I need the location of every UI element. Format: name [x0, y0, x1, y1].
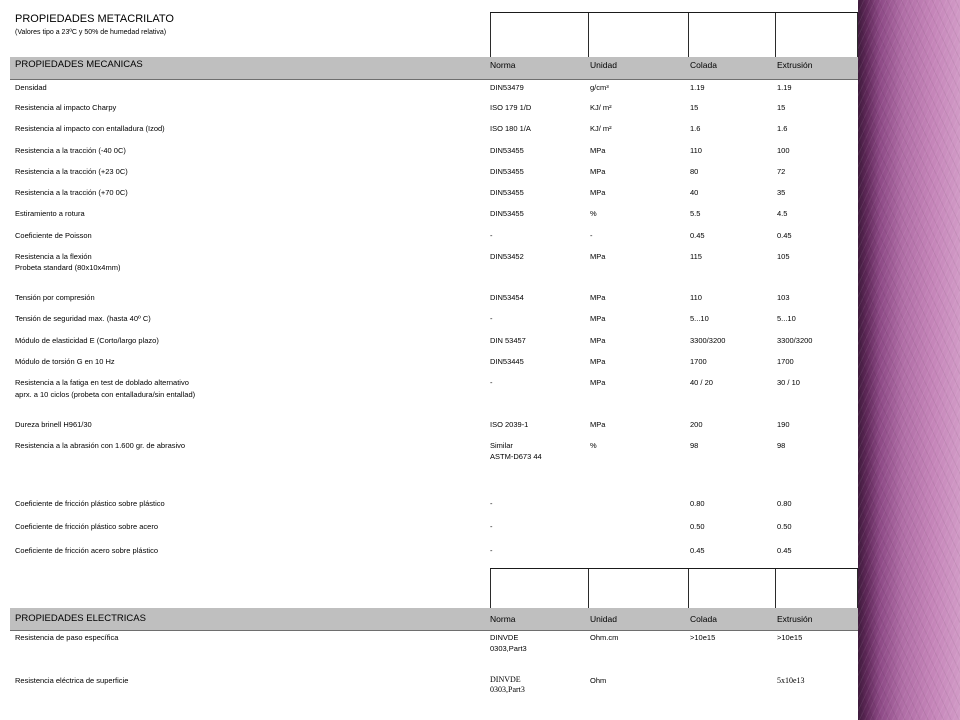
property-name: Coeficiente de Poisson — [15, 231, 92, 240]
section-header-mechanical — [10, 57, 858, 80]
page-subtitle: (Valores tipo a 23ºC y 50% de humedad relativa) — [15, 29, 167, 36]
colada-value: 110 — [690, 293, 702, 302]
column-header-unidad: Unidad — [590, 60, 617, 70]
cell-divider — [775, 569, 776, 609]
column-header-colada: Colada — [690, 614, 717, 624]
column-header-unidad: Unidad — [590, 614, 617, 624]
extrusion-value: 4.5 — [777, 209, 788, 218]
column-header-norma: Norma — [490, 60, 516, 70]
unit-value: KJ/ m² — [590, 103, 612, 112]
norma-value: - — [490, 522, 493, 531]
table-row — [0, 632, 858, 656]
extrusion-value: 100 — [777, 146, 790, 155]
cell-divider — [588, 13, 589, 58]
norma-line: DINVDE — [490, 675, 521, 684]
extrusion-value: >10e15 — [777, 633, 803, 642]
extrusion-value: 190 — [777, 420, 790, 429]
norma-value — [490, 675, 525, 695]
norma-value: DIN53445 — [490, 357, 524, 366]
norma-line: Similar — [490, 441, 513, 450]
extrusion-value: 30 / 10 — [777, 378, 800, 387]
norma-value — [490, 440, 542, 462]
unit-value: MPa — [590, 378, 606, 387]
colada-value: 1.6 — [690, 124, 701, 133]
cell-divider — [775, 13, 776, 58]
norma-value: DIN53454 — [490, 293, 524, 302]
colada-value: 1.19 — [690, 83, 705, 92]
unit-value: MPa — [590, 314, 606, 323]
property-line: Resistencia a la fatiga en test de doblado alternativo — [15, 378, 189, 387]
colada-value: 0.45 — [690, 231, 705, 240]
table-row — [0, 498, 858, 522]
property-note: Probeta standard (80x10x4mm) — [15, 263, 121, 272]
table-row — [0, 123, 858, 147]
property-name: Resistencia de paso específica — [15, 633, 119, 642]
property-name: Resistencia al impacto Charpy — [15, 103, 117, 112]
property-line: Resistencia a la flexión — [15, 252, 92, 261]
norma-value: DIN53455 — [490, 188, 524, 197]
table-row — [0, 208, 858, 232]
extrusion-value: 0.50 — [777, 522, 792, 531]
unit-value: MPa — [590, 146, 606, 155]
norma-value: - — [490, 546, 493, 555]
norma-line: ASTM-D673 44 — [490, 452, 542, 461]
norma-line: 0303,Part3 — [490, 685, 525, 694]
unit-value: % — [590, 209, 597, 218]
cell-divider — [688, 569, 689, 609]
extrusion-value: 72 — [777, 167, 786, 176]
section-title: PROPIEDADES MECANICAS — [15, 59, 143, 70]
table-row — [0, 313, 858, 337]
colada-value: 200 — [690, 420, 703, 429]
property-name: Dureza brinell H961/30 — [15, 420, 92, 429]
table-row — [0, 545, 858, 569]
property-name: Tensión por compresión — [15, 293, 95, 302]
property-name: Módulo de torsión G en 10 Hz — [15, 357, 115, 366]
column-header-norma: Norma — [490, 614, 516, 624]
norma-value: ISO 2039-1 — [490, 420, 529, 429]
norma-value: ISO 180 1/A — [490, 124, 531, 133]
decorative-side-band — [858, 0, 960, 720]
unit-value: MPa — [590, 293, 606, 302]
unit-value: g/cm³ — [590, 83, 609, 92]
column-header-colada: Colada — [690, 60, 717, 70]
norma-value: - — [490, 378, 493, 387]
cell-divider — [490, 13, 491, 58]
norma-value: DIN53455 — [490, 209, 524, 218]
column-header-extrusion: Extrusión — [777, 60, 813, 70]
colada-value: 1700 — [690, 357, 707, 366]
table-row — [0, 675, 858, 699]
norma-value: DIN53455 — [490, 146, 524, 155]
extrusion-value: 0.45 — [777, 546, 792, 555]
unit-value: KJ/ m² — [590, 124, 612, 133]
colada-value: 80 — [690, 167, 699, 176]
colada-value: >10e15 — [690, 633, 716, 642]
section-header-electrical — [10, 608, 858, 631]
extrusion-value: 98 — [777, 441, 786, 450]
extrusion-value: 15 — [777, 103, 786, 112]
extrusion-value: 103 — [777, 293, 790, 302]
extrusion-value: 35 — [777, 188, 786, 197]
cell-divider — [688, 13, 689, 58]
colada-value: 0.45 — [690, 546, 705, 555]
norma-value: DIN 53457 — [490, 336, 526, 345]
table-row — [0, 521, 858, 545]
table-row — [0, 377, 858, 401]
property-name: Densidad — [15, 83, 47, 92]
norma-value: ISO 179 1/D — [490, 103, 532, 112]
unit-value: MPa — [590, 167, 606, 176]
table-row — [0, 440, 858, 464]
extrusion-value: 0.80 — [777, 499, 792, 508]
colada-value: 15 — [690, 103, 699, 112]
property-note: aprx. a 10 ciclos (probeta con entalladura/sin entallad) — [15, 390, 196, 399]
unit-value: MPa — [590, 252, 606, 261]
property-name: Tensión de seguridad max. (hasta 40º C) — [15, 314, 151, 323]
extrusion-value: 1.19 — [777, 83, 792, 92]
property-name: Resistencia a la tracción (+23 0C) — [15, 167, 128, 176]
property-name: Resistencia a la abrasión con 1.600 gr. de abrasivo — [15, 441, 186, 450]
unit-value: % — [590, 441, 597, 450]
table-row — [0, 251, 858, 275]
norma-value: DIN53452 — [490, 252, 524, 261]
norma-value: - — [490, 231, 493, 240]
unit-value: Ohm — [590, 676, 607, 685]
unit-value: MPa — [590, 357, 606, 366]
cell-divider — [490, 569, 491, 609]
extrusion-value: 5...10 — [777, 314, 796, 323]
colada-value: 115 — [690, 252, 702, 261]
property-name: Módulo de elasticidad E (Corto/largo plazo) — [15, 336, 159, 345]
extrusion-value: 105 — [777, 252, 790, 261]
empty-header-cells — [490, 568, 858, 609]
colada-value: 5...10 — [690, 314, 709, 323]
cell-divider — [588, 569, 589, 609]
extrusion-value: 1700 — [777, 357, 794, 366]
colada-value: 40 / 20 — [690, 378, 713, 387]
unit-value: Ohm.cm — [590, 633, 619, 642]
colada-value: 0.50 — [690, 522, 705, 531]
norma-value: - — [490, 314, 493, 323]
property-name: Estiramiento a rotura — [15, 209, 85, 218]
property-name — [15, 377, 195, 400]
extrusion-value: 3300/3200 — [777, 336, 813, 345]
property-name: Resistencia a la tracción (+70 0C) — [15, 188, 128, 197]
column-header-extrusion: Extrusión — [777, 614, 813, 624]
colada-value: 0.80 — [690, 499, 705, 508]
unit-value: - — [590, 231, 593, 240]
property-name: Coeficiente de fricción acero sobre plástico — [15, 546, 158, 555]
norma-value: - — [490, 499, 493, 508]
norma-line: 0303,Part3 — [490, 644, 527, 653]
unit-value: MPa — [590, 420, 606, 429]
colada-value: 40 — [690, 188, 699, 197]
norma-value: DIN53479 — [490, 83, 524, 92]
extrusion-value: 1.6 — [777, 124, 788, 133]
property-name: Coeficiente de fricción plástico sobre acero — [15, 522, 158, 531]
property-name: Resistencia al impacto con entalladura (Izod) — [15, 124, 165, 133]
norma-line: DINVDE — [490, 633, 519, 642]
norma-value: DIN53455 — [490, 167, 524, 176]
property-name: Coeficiente de fricción plástico sobre plástico — [15, 499, 165, 508]
property-name: Resistencia a la tracción (-40 0C) — [15, 146, 126, 155]
empty-header-cells — [490, 12, 858, 58]
colada-value: 5.5 — [690, 209, 701, 218]
colada-value: 98 — [690, 441, 699, 450]
section-title: PROPIEDADES ELECTRICAS — [15, 613, 146, 624]
extrusion-value: 5x10e13 — [777, 676, 805, 685]
property-name: Resistencia eléctrica de superficie — [15, 676, 129, 685]
norma-value — [490, 632, 527, 654]
property-name — [15, 251, 120, 273]
colada-value: 3300/3200 — [690, 336, 726, 345]
unit-value: MPa — [590, 188, 606, 197]
colada-value: 110 — [690, 146, 702, 155]
page-title: PROPIEDADES METACRILATO — [15, 13, 174, 25]
extrusion-value: 0.45 — [777, 231, 792, 240]
unit-value: MPa — [590, 336, 606, 345]
